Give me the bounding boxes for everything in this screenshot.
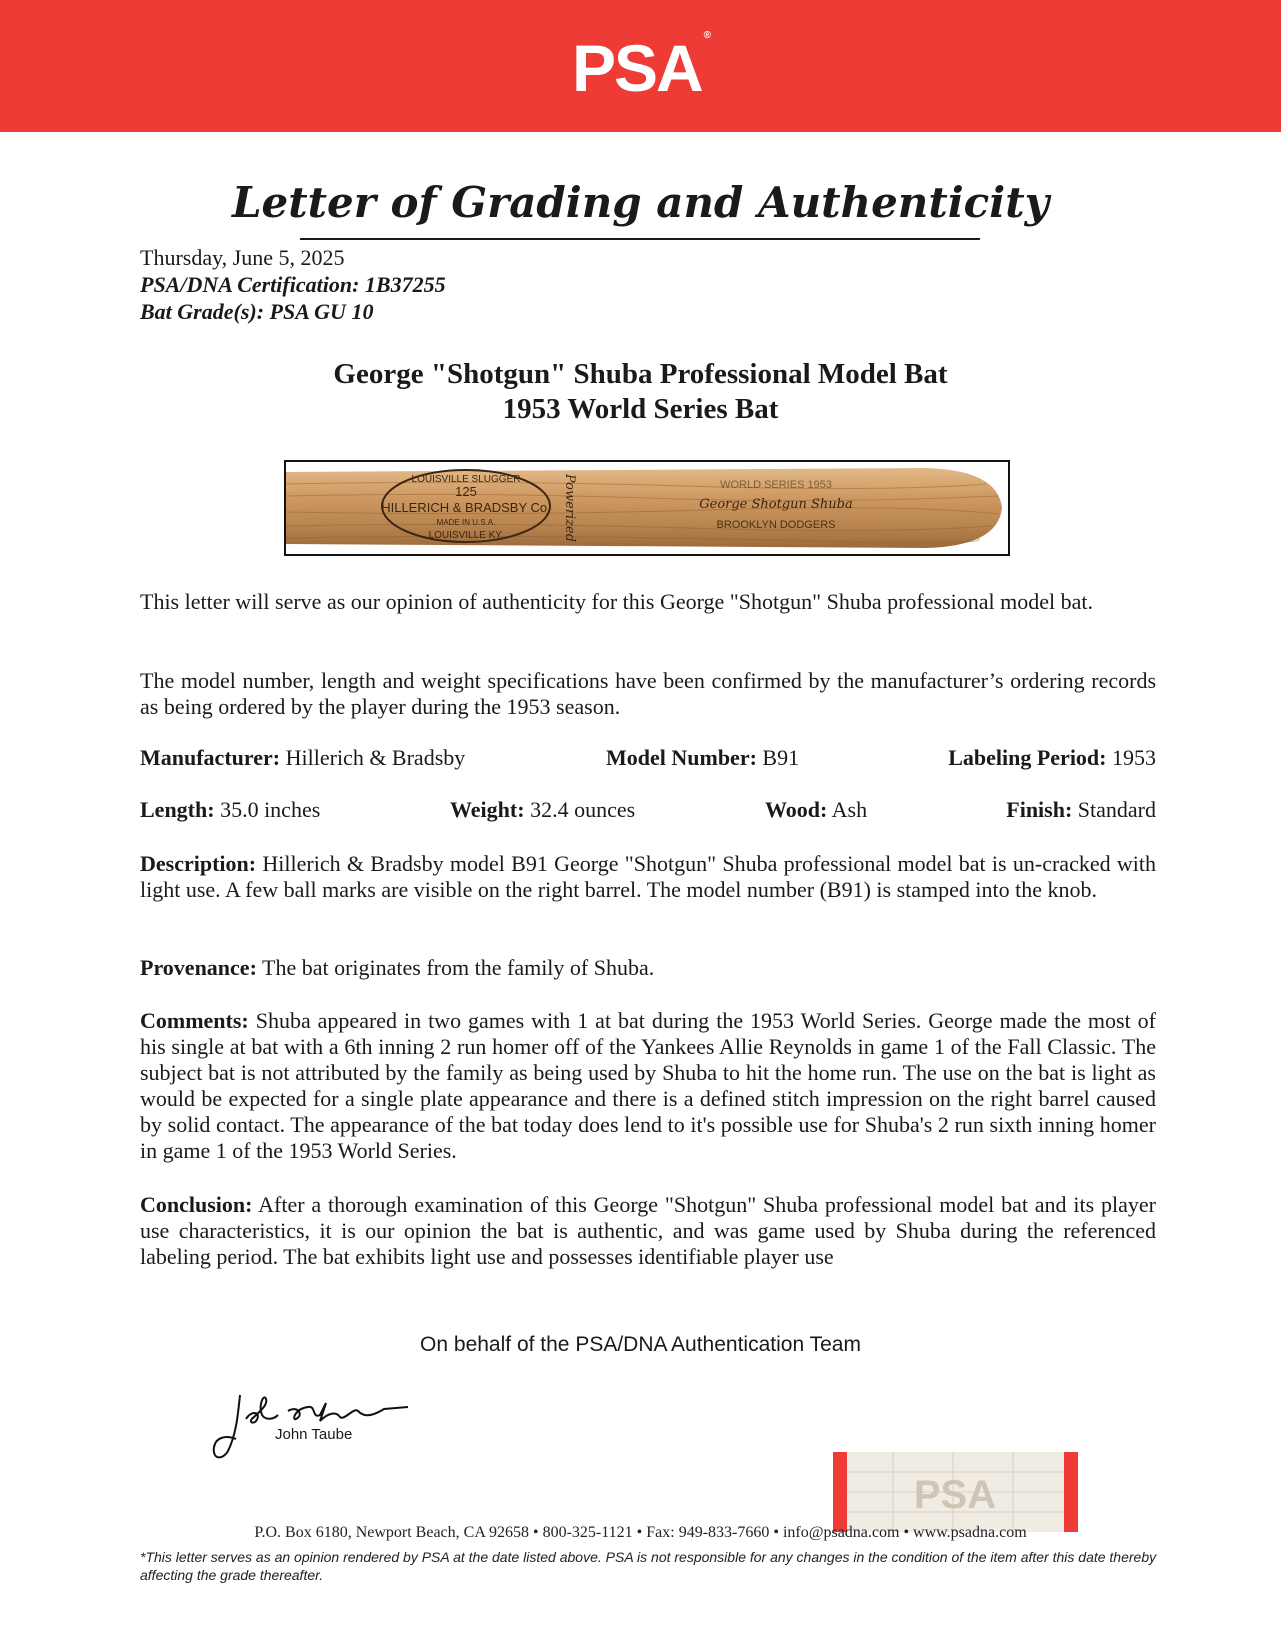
spec-weight-label: Weight: <box>450 797 525 822</box>
stamp-line2: HILLERICH & BRADSBY Co. <box>381 500 551 515</box>
provenance-label: Provenance: <box>140 955 257 980</box>
psa-hologram-sticker <box>833 1452 1078 1532</box>
barrel-line2: BROOKLYN DODGERS <box>716 519 836 531</box>
logo-text: PSA <box>571 31 702 105</box>
comments-label: Comments: <box>140 1008 249 1033</box>
spec-wood <box>765 797 867 823</box>
conclusion-text: After a thorough examination of this George "Shotgun" Shuba professional model bat and its player use characteristics, it is our opinion the bat is authentic, and was game used by Shuba during the referenced labeling period. The bat exhibits light use and possesses identifiable player use <box>140 1192 1156 1269</box>
bat-photo <box>284 460 1010 556</box>
spec-manufacturer-value: Hillerich & Bradsby <box>285 745 466 770</box>
spec-period-label: Labeling Period: <box>948 745 1107 770</box>
spec-model <box>606 745 799 771</box>
item-title: George "Shotgun" Shuba Professional Model Bat <box>333 358 948 390</box>
stamp-number: 125 <box>455 484 477 499</box>
spec-length-value: 35.0 inches <box>220 797 321 822</box>
barrel-line1: WORLD SERIES 1953 <box>720 479 832 491</box>
spec-wood-label: Wood: <box>765 797 828 822</box>
spec-finish-label: Finish: <box>1006 797 1073 822</box>
footer-contact: P.O. Box 6180, Newport Beach, CA 92658 • 800-325-1121 • Fax: 949-833-7660 • info@psadna.com • www.psadna.com <box>254 1524 1027 1541</box>
psa-logo <box>0 30 1281 106</box>
conclusion-label: Conclusion: <box>140 1192 253 1217</box>
logo-registered-mark: ® <box>703 30 710 41</box>
disclaimer: *This letter serves as an opinion rendered by PSA at the date listed above. PSA is not responsible for any changes in the condition of the item after this date thereby affecting the grade thereafter. <box>140 1549 1157 1583</box>
description-text: Hillerich & Bradsby model B91 George "Shotgun" Shuba professional model bat is un-cracked with light use. A few ball marks are visible on the right barrel. The model number (B91) is stamped into the knob. <box>140 851 1157 902</box>
on-behalf-line: On behalf of the PSA/DNA Authentication Team <box>420 1333 861 1356</box>
title-underline <box>300 238 981 240</box>
comments-text: Shuba appeared in two games with 1 at bat during the 1953 World Series. George made the most of his single at bat with a 6th inning 2 run homer off of the Yankees Allie Reynolds in game 1 of the Fall Classic. The subject bat is not attributed by the family as being used by Shuba to hit the home run. The use on the bat is light as would be expected for a single plate appearance and there is a defined stitch impression on the right barrel caused by solid contact. The appearance of the bat today does lend to it's possible use for Shuba's 2 run sixth inning homer in game 1 of the 1953 World Series. <box>140 1008 1156 1163</box>
records-paragraph: The model number, length and weight specifications have been confirmed by the manufacturer’s ordering records as being ordered by the player during the 1953 season. <box>140 668 1156 719</box>
spec-weight <box>450 797 635 823</box>
spec-manufacturer-label: Manufacturer: <box>140 745 281 770</box>
stamp-line4: LOUISVILLE KY. <box>428 530 504 541</box>
spec-wood-value: Ash <box>831 797 868 822</box>
spec-model-label: Model Number: <box>606 745 757 770</box>
handwritten-signature <box>208 1385 428 1465</box>
intro-paragraph: This letter will serve as our opinion of authenticity for this George "Shotgun" Shuba professional model bat. <box>140 589 1093 614</box>
powerized-stamp: Powerized <box>562 473 577 543</box>
description-label: Description: <box>140 851 257 876</box>
comments-paragraph <box>140 1008 1156 1164</box>
certification-number: PSA/DNA Certification: 1B37255 <box>140 272 446 297</box>
hologram-logo: PSA <box>913 1473 997 1517</box>
spec-finish-value: Standard <box>1077 797 1156 822</box>
provenance-paragraph <box>140 955 1156 981</box>
letter-title: Letter of Grading and Authenticity <box>231 178 1050 227</box>
spec-finish <box>1006 797 1156 823</box>
spec-length <box>140 797 320 823</box>
spec-period-value: 1953 <box>1112 745 1156 770</box>
spec-labeling-period <box>948 745 1156 771</box>
bat-grade: Bat Grade(s): PSA GU 10 <box>140 299 374 324</box>
spec-model-value: B91 <box>762 745 800 770</box>
stamp-line1: LOUISVILLE SLUGGER <box>411 474 521 485</box>
barrel-signature: George Shotgun Shuba <box>699 497 853 512</box>
conclusion-paragraph <box>140 1192 1156 1270</box>
signer-name: John Taube <box>275 1426 353 1443</box>
spec-manufacturer <box>140 745 465 771</box>
stamp-line3: MADE IN U.S.A. <box>436 518 496 527</box>
letter-date: Thursday, June 5, 2025 <box>140 245 345 270</box>
description-paragraph <box>140 851 1156 903</box>
spec-length-label: Length: <box>140 797 215 822</box>
item-subtitle: 1953 World Series Bat <box>502 393 779 425</box>
provenance-text: The bat originates from the family of Shuba. <box>262 955 655 980</box>
spec-weight-value: 32.4 ounces <box>530 797 636 822</box>
